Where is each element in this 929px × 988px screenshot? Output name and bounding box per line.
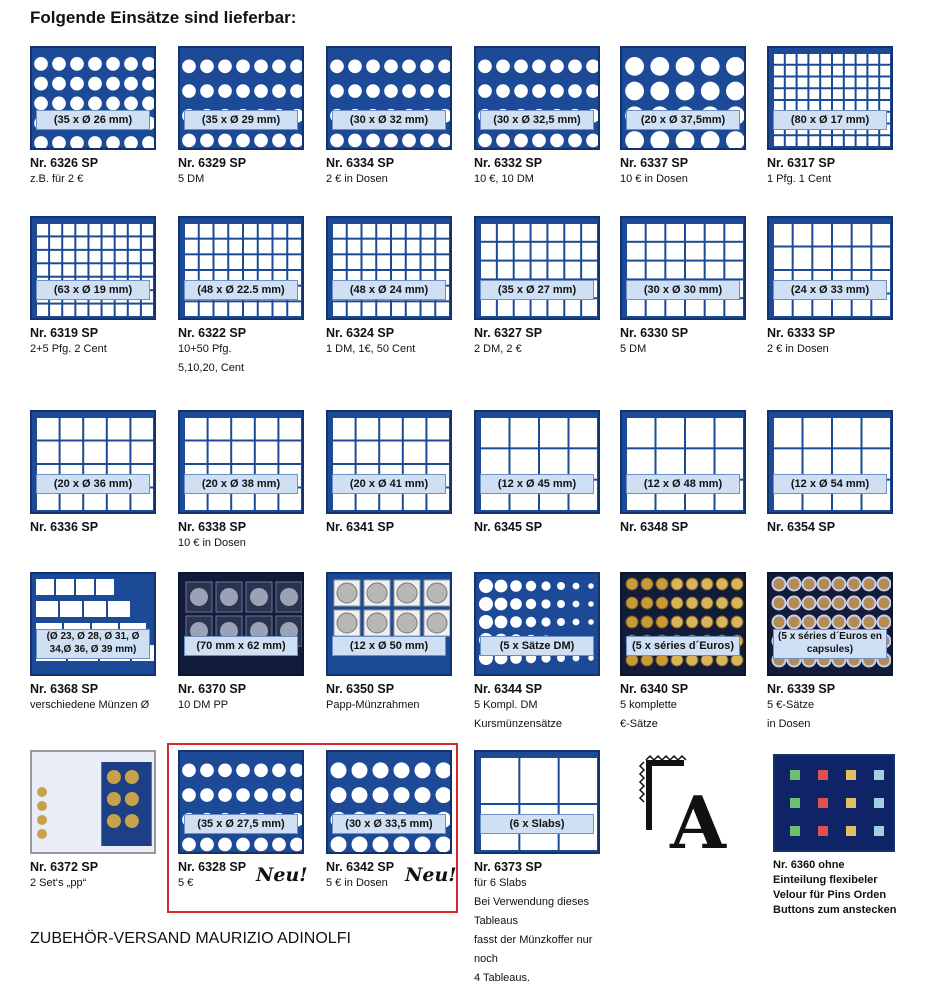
tray-size-label: (Ø 23, Ø 28, Ø 31, Ø 34,Ø 36, Ø 39 mm): [36, 629, 150, 659]
tray-image: [620, 410, 746, 514]
tray-image: [326, 572, 452, 676]
product-item: [326, 46, 456, 189]
tray-size-label: (5 x séries d´Euros): [626, 636, 740, 656]
tray-image: [474, 572, 600, 676]
product-description: 1 DM, 1€, 50 Cent: [326, 343, 416, 355]
tray-size-label: (20 x Ø 36 mm): [36, 474, 150, 494]
tray-image: [620, 46, 746, 150]
tray-image: [178, 216, 304, 320]
product-description: 10 € in Dosen: [178, 537, 246, 549]
tray-size-label: (80 x Ø 17 mm): [773, 110, 887, 130]
product-item: [178, 572, 308, 715]
new-products-frame: [167, 743, 458, 913]
product-description: 2 Set‘s „pp“: [30, 877, 87, 889]
tray-size-label: (35 x Ø 27,5 mm): [184, 814, 298, 834]
stamp-letter: A: [670, 780, 726, 856]
tray-size-label: (30 x Ø 32 mm): [332, 110, 446, 130]
product-number: Nr. 6368 SP: [30, 682, 99, 696]
product-description: 5 DM: [620, 343, 647, 355]
tray-image: [326, 216, 452, 320]
product-item: [30, 572, 160, 715]
tray-size-label: (35 x Ø 27 mm): [480, 280, 594, 300]
tray-image: [474, 750, 600, 854]
tray-size-label: (12 x Ø 50 mm): [332, 636, 446, 656]
product-number: Nr. 6326 SP: [30, 156, 99, 170]
product-number: Nr. 6334 SP: [326, 156, 395, 170]
product-number: Nr. 6338 SP: [178, 520, 247, 534]
product-description: 4 Tableaus.: [474, 972, 531, 984]
tray-image: [767, 216, 893, 320]
product-description: 10 €, 10 DM: [474, 173, 534, 185]
product-description: 2 DM, 2 €: [474, 343, 522, 355]
tray-size-label: (48 x Ø 24 mm): [332, 280, 446, 300]
product-item: [474, 216, 604, 359]
tray-size-label: (20 x Ø 37,5mm): [626, 110, 740, 130]
product-description: Papp-Münzrahmen: [326, 699, 420, 711]
product-description: 5 Kompl. DM: [474, 699, 538, 711]
product-description: Nr. 6360 ohne: [773, 859, 845, 871]
tray-size-label: (12 x Ø 45 mm): [480, 474, 594, 494]
tray-size-label: (30 x Ø 32,5 mm): [480, 110, 594, 130]
product-item: [474, 410, 604, 534]
product-description: für 6 Slabs: [474, 877, 527, 889]
tray-size-label: (24 x Ø 33 mm): [773, 280, 887, 300]
product-item: [620, 410, 750, 534]
tray-size-label: (12 x Ø 54 mm): [773, 474, 887, 494]
tray-size-label: (63 x Ø 19 mm): [36, 280, 150, 300]
product-number: Nr. 6372 SP: [30, 860, 99, 874]
product-number: Nr. 6317 SP: [767, 156, 836, 170]
product-description: 5 €: [178, 877, 194, 889]
tray-image: [30, 46, 156, 150]
tray-image: [30, 750, 156, 854]
product-description: Buttons zum anstecken: [773, 904, 897, 916]
product-description: 1 Pfg. 1 Cent: [767, 173, 832, 185]
product-description: 10 DM PP: [178, 699, 229, 711]
tray-image: [474, 410, 600, 514]
product-item: [326, 572, 456, 715]
tray-image: [178, 410, 304, 514]
product-number: Nr. 6350 SP: [326, 682, 395, 696]
product-item: [474, 750, 604, 988]
product-number: Nr. 6344 SP: [474, 682, 543, 696]
product-number: Nr. 6340 SP: [620, 682, 689, 696]
product-description: 10 € in Dosen: [620, 173, 688, 185]
product-description: 5 €-Sätze: [767, 699, 815, 711]
product-item: [767, 572, 897, 734]
product-item: [620, 46, 750, 189]
tray-image: [30, 410, 156, 514]
tray-image: [767, 410, 893, 514]
product-item: [30, 750, 160, 893]
product-item: [30, 216, 160, 359]
product-number: Nr. 6327 SP: [474, 326, 543, 340]
product-description: z.B. für 2 €: [30, 173, 84, 185]
tray-image: [620, 216, 746, 320]
tray-size-label: (30 x Ø 30 mm): [626, 280, 740, 300]
tray-image: [773, 754, 895, 852]
tray-size-label: (70 mm x 62 mm): [184, 636, 298, 656]
tray-image: [767, 46, 893, 150]
product-item: [30, 46, 160, 189]
product-number: Nr. 6330 SP: [620, 326, 689, 340]
product-description: Einteilung flexibeler: [773, 874, 878, 886]
tray-size-label: (5 x séries d´Euros en capsules): [773, 629, 887, 659]
product-description: fasst der Münzkoffer nur noch: [474, 934, 593, 965]
product-item: [474, 572, 604, 734]
product-number: Nr. 6336 SP: [30, 520, 99, 534]
product-description: in Dosen: [767, 718, 811, 730]
product-item: [326, 216, 456, 359]
tray-image: [326, 46, 452, 150]
product-number: Nr. 6354 SP: [767, 520, 836, 534]
product-description: 5 DM: [178, 173, 205, 185]
product-description: 5 € in Dosen: [326, 877, 388, 889]
tray-size-label: (20 x Ø 41 mm): [332, 474, 446, 494]
product-description: 2+5 Pfg. 2 Cent: [30, 343, 107, 355]
stamp-logo: [636, 752, 738, 856]
product-number: Nr. 6329 SP: [178, 156, 247, 170]
tray-image: [178, 572, 304, 676]
product-description: 5,10,20, Cent: [178, 362, 245, 374]
product-description: 10+50 Pfg.: [178, 343, 232, 355]
product-description: Kursmünzensätze: [474, 718, 563, 730]
tray-size-label: (35 x Ø 26 mm): [36, 110, 150, 130]
tray-size-label: (12 x Ø 48 mm): [626, 474, 740, 494]
product-number: Nr. 6348 SP: [620, 520, 689, 534]
product-number: Nr. 6333 SP: [767, 326, 836, 340]
product-item: [178, 216, 308, 378]
product-description: 5 komplette: [620, 699, 677, 711]
tray-image: [178, 46, 304, 150]
tray-image: [30, 216, 156, 320]
product-item: [178, 46, 308, 189]
product-number: Nr. 6328 SP: [178, 860, 247, 874]
tray-size-label: (30 x Ø 33,5 mm): [332, 814, 446, 834]
product-item: [773, 754, 923, 918]
product-item: [326, 410, 456, 534]
page-title: Folgende Einsätze sind lieferbar:: [30, 8, 297, 27]
product-item: [620, 216, 750, 359]
tray-image: [620, 572, 746, 676]
product-description: Velour für Pins Orden: [773, 889, 887, 901]
product-description: 2 € in Dosen: [326, 173, 388, 185]
product-number: Nr. 6345 SP: [474, 520, 543, 534]
tray-size-label: (20 x Ø 38 mm): [184, 474, 298, 494]
tray-size-label: (5 x Sätze DM): [480, 636, 594, 656]
footer-company: ZUBEHÖR-VERSAND MAURIZIO ADINOLFI: [30, 930, 351, 947]
tray-size-label: (6 x Slabs): [480, 814, 594, 834]
product-item: [30, 410, 160, 534]
product-description: Bei Verwendung dieses Tableaus: [474, 896, 589, 927]
product-number: Nr. 6332 SP: [474, 156, 543, 170]
product-item: [767, 216, 897, 359]
product-number: Nr. 6342 SP: [326, 860, 395, 874]
tray-image: [30, 572, 156, 676]
product-number: Nr. 6337 SP: [620, 156, 689, 170]
new-badge: Neu!: [256, 864, 308, 886]
product-item: [474, 46, 604, 189]
product-item: [767, 46, 897, 189]
product-item: [767, 410, 897, 534]
tray-image: [767, 572, 893, 676]
product-description: verschiedene Münzen Ø: [30, 699, 150, 711]
product-number: Nr. 6341 SP: [326, 520, 395, 534]
product-item: [178, 410, 308, 553]
new-badge: Neu!: [405, 864, 457, 886]
tray-size-label: (48 x Ø 22.5 mm): [184, 280, 298, 300]
product-number: Nr. 6373 SP: [474, 860, 543, 874]
product-description: €-Sätze: [620, 718, 658, 730]
tray-image: [474, 46, 600, 150]
product-item: [620, 572, 750, 734]
tray-size-label: (35 x Ø 29 mm): [184, 110, 298, 130]
tray-image: [326, 410, 452, 514]
tray-image: [474, 216, 600, 320]
product-number: Nr. 6370 SP: [178, 682, 247, 696]
product-number: Nr. 6324 SP: [326, 326, 395, 340]
product-number: Nr. 6319 SP: [30, 326, 99, 340]
product-number: Nr. 6322 SP: [178, 326, 247, 340]
product-description: 2 € in Dosen: [767, 343, 829, 355]
product-number: Nr. 6339 SP: [767, 682, 836, 696]
